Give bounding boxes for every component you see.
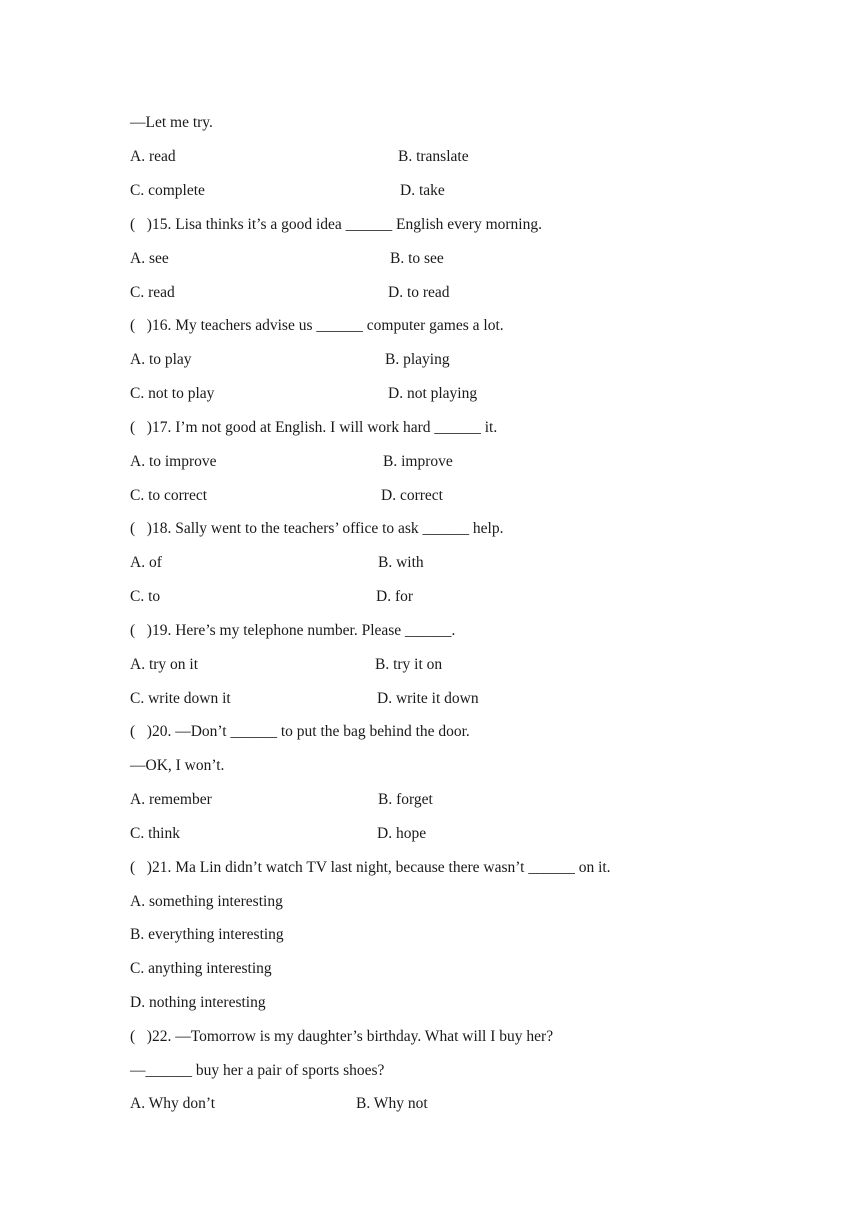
option-c: C. think [130,825,180,842]
option-d: D. hope [377,825,427,842]
option-a: A. try on it [130,656,199,673]
option-a: A. see [130,250,169,267]
question-18: ( )18. Sally went to the teachers’ office to ask ______ help. [130,520,504,537]
option-b: B. playing [385,351,450,368]
option-d: D. to read [388,284,450,301]
question-22: ( )22. —Tomorrow is my daughter’s birthday. What will I buy her? [130,1028,554,1045]
option-b: B. with [378,554,424,571]
option-c: C. complete [130,182,205,199]
dialogue-line: —OK, I won’t. [130,757,225,774]
option-b: B. everything interesting [130,926,284,943]
option-d: D. for [376,588,414,605]
option-c: C. write down it [130,690,231,707]
option-d: D. correct [381,487,443,504]
option-b: B. forget [378,791,433,808]
question-16: ( )16. My teachers advise us ______ computer games a lot. [130,317,504,334]
option-d: D. take [400,182,445,199]
question-21: ( )21. Ma Lin didn’t watch TV last night, because there wasn’t ______ on it. [130,859,611,876]
option-a: A. something interesting [130,893,283,910]
question-20: ( )20. —Don’t ______ to put the bag behind the door. [130,723,470,740]
option-d: D. write it down [377,690,479,707]
option-b: B. Why not [356,1095,428,1112]
option-c: C. not to play [130,385,215,402]
option-a: A. of [130,554,162,571]
option-b: B. translate [398,148,469,165]
option-a: A. read [130,148,176,165]
option-c: C. to correct [130,487,208,504]
option-c: C. read [130,284,175,301]
dialogue-line: —______ buy her a pair of sports shoes? [130,1062,385,1079]
dialogue-line: —Let me try. [130,114,213,131]
option-a: A. to play [130,351,192,368]
option-b: B. improve [383,453,453,470]
option-a: A. to improve [130,453,217,470]
option-d: D. nothing interesting [130,994,266,1011]
option-b: B. to see [390,250,444,267]
question-17: ( )17. I’m not good at English. I will work hard ______ it. [130,419,498,436]
option-a: A. remember [130,791,212,808]
question-19: ( )19. Here’s my telephone number. Please ______. [130,622,456,639]
option-c: C. to [130,588,161,605]
option-c: C. anything interesting [130,960,272,977]
option-d: D. not playing [388,385,478,402]
question-15: ( )15. Lisa thinks it’s a good idea ______ English every morning. [130,216,542,233]
option-a: A. Why don’t [130,1095,216,1112]
option-b: B. try it on [375,656,443,673]
